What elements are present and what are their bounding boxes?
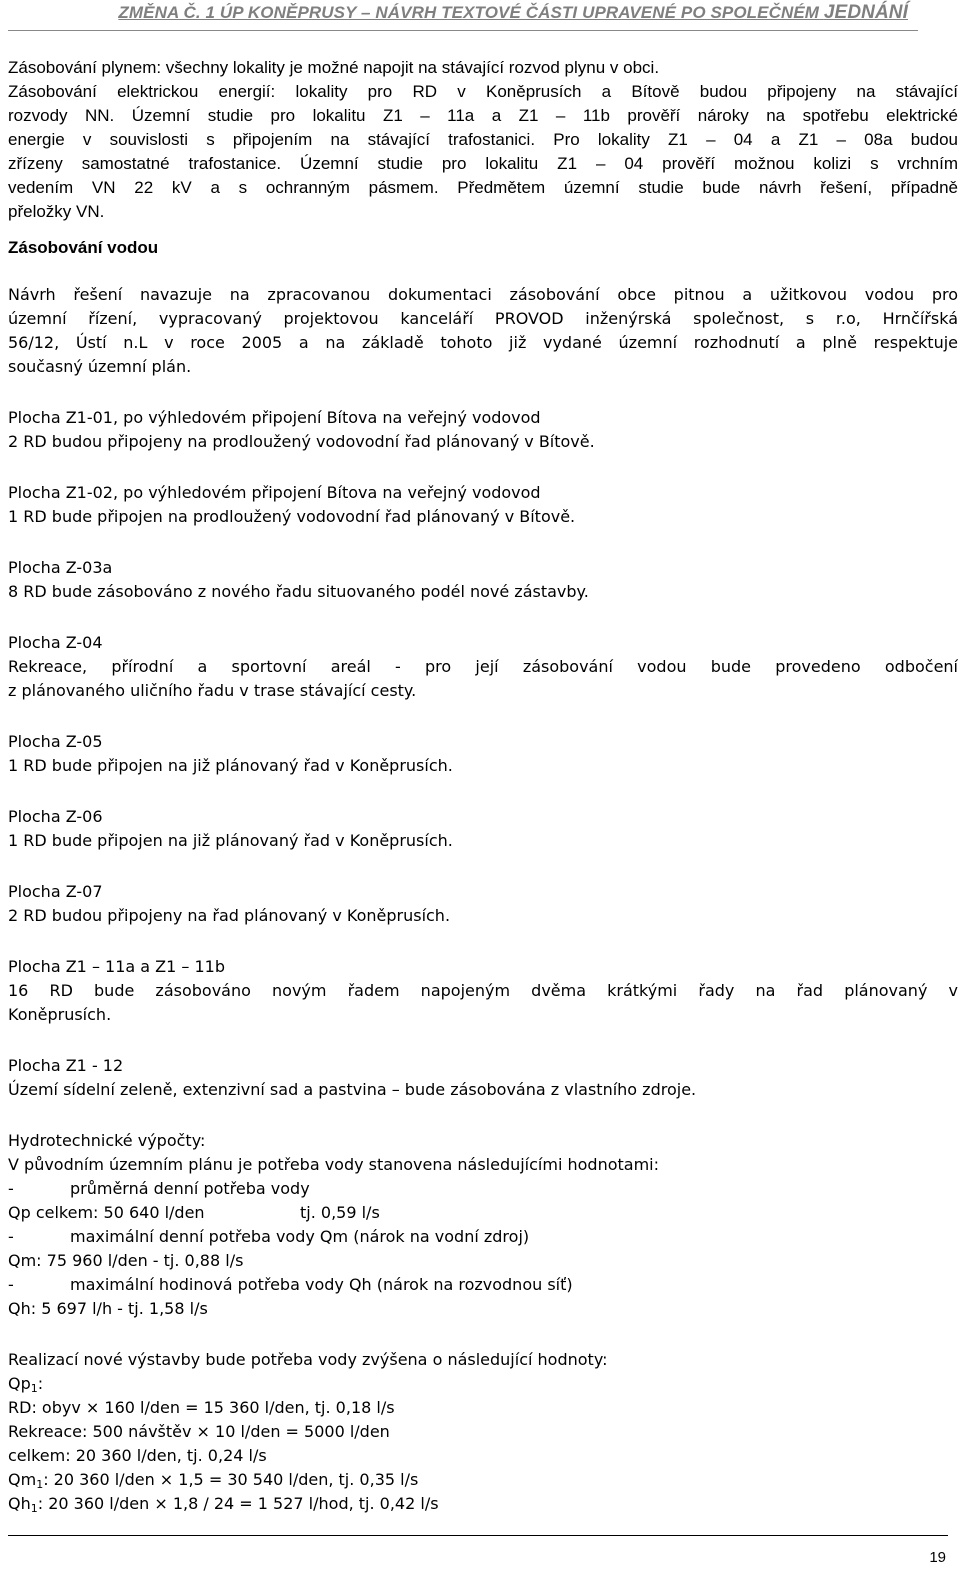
header-title-wrap (8, 2, 918, 24)
list-dash: - (8, 1227, 14, 1246)
rekreace-calc (8, 1420, 958, 1444)
plot-text: Rekreace, přírodní a sportovní areál - pro její zásobování vodou bude provedeno odbočení (8, 657, 958, 676)
water-intro-line: Návrh řešení navazuje na zpracovanou dokumentaci zásobování obce pitnou a užitkovou vodou pro (8, 285, 958, 304)
intro-line: vedením VN 22 kV a s ochranným pásmem. Předmětem územní studie bude návrh řešení, případně (8, 178, 958, 197)
subscript-1: 1 (30, 1502, 38, 1515)
hydro-item-label: průměrná denní potřeba vody (70, 1179, 310, 1198)
plot-text: 8 RD bude zásobováno z nového řadu situovaného podél nové zástavby. (8, 582, 589, 601)
hydro-title: Hydrotechnické výpočty: (8, 1131, 206, 1150)
times-icon: × (85, 1398, 100, 1417)
hydro-intro: V původním územním plánu je potřeba vody stanovena následujícími hodnotami: (8, 1155, 659, 1174)
hydro-value-b: tj. 0,59 l/s (300, 1203, 380, 1222)
rekreace-calc-b: 10 l/den = 5000 l/den (209, 1422, 390, 1441)
rekreace-calc-a: Rekreace: 500 návštěv (8, 1422, 197, 1441)
new-intro: Realizací nové výstavby bude potřeba vody zvýšena o následující hodnoty: (8, 1350, 608, 1369)
plot-title: Plocha Z1-01, po výhledovém připojení Bítova na veřejný vodovod (8, 408, 541, 427)
hydro-item-3 (8, 1273, 958, 1297)
plot-text: z plánovaného uličního řadu v trase stávající cesty. (8, 681, 417, 700)
rd-calc (8, 1396, 958, 1420)
qm1-calc (8, 1468, 958, 1492)
water-intro-line: současný územní plán. (8, 357, 192, 376)
intro-line: zřízeny samostatné trafostanice. Územní studie pro lokalitu Z1 – 04 prověří možnou kolizi s vrchním (8, 154, 958, 173)
footer-divider (8, 1535, 948, 1536)
page-header (8, 2, 918, 31)
qh1-calc (8, 1492, 958, 1516)
intro-line: rozvody NN. Územní studie pro lokalitu Z1 – 11a a Z1 – 11b prověří nároky na spotřebu elektrické (8, 106, 958, 125)
plot-text: 1 RD bude připojen na již plánovaný řad v Koněprusích. (8, 831, 453, 850)
hydro-value-a: Qp celkem: 50 640 l/den (8, 1203, 205, 1222)
list-dash: - (8, 1275, 14, 1294)
hydro-item-2 (8, 1225, 958, 1249)
plot-title: Plocha Z1 - 12 (8, 1056, 124, 1075)
page-number: 19 (929, 1549, 946, 1566)
plot-text: 1 RD bude připojen na již plánovaný řad v Koněprusích. (8, 756, 453, 775)
hydro-value-3: Qh: 5 697 l/h - tj. 1,58 l/s (8, 1299, 208, 1318)
qm-calc-a: : 20 360 l/den (43, 1470, 160, 1489)
plot-title: Plocha Z-03a (8, 558, 113, 577)
water-intro-line: územní řízení, vypracovaný projektovou kanceláří PROVOD inženýrská společnost, s r.o, Hrnčířská (8, 309, 958, 328)
hydro-item-label: maximální denní potřeba vody Qm (nárok na vodní zdroj) (70, 1227, 530, 1246)
plot-title: Plocha Z-04 (8, 633, 103, 652)
plot-text: 2 RD budou připojeny na řad plánovaný v Koněprusích. (8, 906, 451, 925)
colon: : (37, 1374, 44, 1393)
celkem-calc: celkem: 20 360 l/den, tj. 0,24 l/s (8, 1446, 267, 1465)
qh-symbol: Qh (8, 1494, 31, 1513)
hydro-value-2: Qm: 75 960 l/den - tj. 0,88 l/s (8, 1251, 244, 1270)
intro-line: Zásobování elektrickou energií: lokality pro RD v Koněprusích a Bítově budou připojeny na stávající (8, 82, 958, 101)
header-title-end: JEDNÁNÍ (823, 2, 908, 23)
document-body (8, 56, 958, 1516)
times-icon: × (196, 1422, 210, 1441)
rd-calc-a: RD: obyv (8, 1398, 86, 1417)
intro-line: Zásobování plynem: všechny lokality je možné napojit na stávající rozvod plynu v obci. (8, 58, 660, 77)
times-icon: × (159, 1470, 174, 1489)
times-icon: × (154, 1494, 168, 1513)
header-title: ZMĚNA Č. 1 ÚP KONĚPRUSY – NÁVRH TEXTOVÉ ČÁSTI UPRAVENÉ PO SPOLEČNÉM (118, 3, 820, 22)
plot-text: 2 RD budou připojeny na prodloužený vodovodní řad plánovaný v Bítově. (8, 432, 595, 451)
qm-calc-b: 1,5 = 30 540 l/den, tj. 0,35 l/s (173, 1470, 419, 1489)
qh-calc-a: : 20 360 l/den (37, 1494, 155, 1513)
plot-title: Plocha Z-06 (8, 807, 103, 826)
qh-calc-b: 1,8 / 24 = 1 527 l/hod, tj. 0,42 l/s (167, 1494, 439, 1513)
hydro-item-label: maximální hodinová potřeba vody Qh (nárok na rozvodnou síť) (70, 1275, 573, 1294)
plot-text: 1 RD bude připojen na prodloužený vodovodní řad plánovaný v Bítově. (8, 507, 576, 526)
plot-title: Plocha Z1 – 11a a Z1 – 11b (8, 957, 225, 976)
hydro-item-1 (8, 1177, 958, 1201)
plot-text: Území sídelní zeleně, extenzivní sad a pastvina – bude zásobována z vlastního zdroje. (8, 1080, 697, 1099)
plot-title: Plocha Z1-02, po výhledovém připojení Bítova na veřejný vodovod (8, 483, 541, 502)
intro-line: energie v souvislosti s připojením na stávající trafostanici. Pro lokality Z1 – 04 a Z1 – 08a budou (8, 130, 958, 149)
plot-title: Plocha Z-05 (8, 732, 103, 751)
subscript-1: 1 (30, 1382, 38, 1395)
list-dash: - (8, 1179, 14, 1198)
qp1-label (8, 1372, 958, 1396)
water-intro-line: 56/12, Ústí n.L v roce 2005 a na základě tohoto již vydané územní rozhodnutí a plně respektuje (8, 333, 958, 352)
plot-title: Plocha Z-07 (8, 882, 103, 901)
section-heading: Zásobování vodou (8, 238, 159, 257)
subscript-1: 1 (36, 1478, 44, 1491)
intro-line: přeložky VN. (8, 202, 105, 221)
plot-text: 16 RD bude zásobováno novým řadem napojeným dvěma krátkými řady na řad plánovaný v (8, 981, 958, 1000)
qp-symbol: Qp (8, 1374, 31, 1393)
hydro-value-1 (8, 1201, 958, 1225)
rd-calc-b: 160 l/den = 15 360 l/den, tj. 0,18 l/s (99, 1398, 395, 1417)
plot-text: Koněprusích. (8, 1005, 112, 1024)
qm-symbol: Qm (8, 1470, 37, 1489)
